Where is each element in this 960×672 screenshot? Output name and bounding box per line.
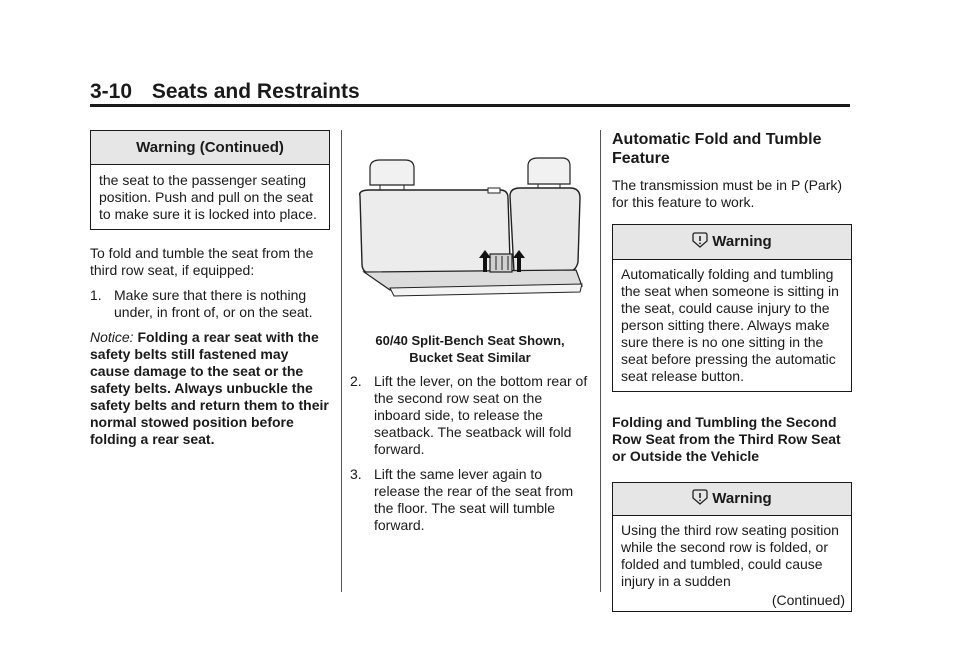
intro-paragraph: To fold and tumble the seat from the third row seat, if equipped:	[90, 245, 314, 278]
warning-title: Warning (Continued)	[91, 131, 329, 165]
warning-text: Automatically folding and tumbling the seat when someone is sitting in the seat, could cause injury to the person sitting there. Always make sure there is no one sitting in the seat before pressing the automatic seat release button.	[621, 266, 839, 384]
warning-box-continued	[90, 130, 330, 230]
list-item	[350, 373, 590, 458]
step-number: 3.	[350, 466, 362, 482]
step-text: Make sure that there is nothing under, in front of, or on the seat.	[114, 287, 313, 320]
column-3	[612, 130, 852, 612]
page-header	[90, 80, 360, 104]
continued-label: (Continued)	[771, 592, 845, 608]
notice-paragraph	[90, 329, 330, 448]
column-1	[90, 130, 330, 448]
subheading: Folding and Tumbling the Second Row Seat from the Third Row Seat or Outside the Vehicle	[612, 414, 841, 464]
caption-line-2: Bucket Seat Similar	[409, 350, 531, 365]
warning-title: Warning	[712, 490, 772, 507]
column-2	[350, 130, 590, 534]
split-bench-seat-image	[350, 130, 590, 330]
warning-icon	[692, 232, 708, 248]
page-number: 3-10	[90, 80, 133, 103]
seat-illustration	[350, 130, 590, 330]
warning-box-2	[612, 482, 852, 612]
notice-text: Folding a rear seat with the safety belts still fastened may cause damage to the seat or the safety belts. Always unbuckle the safety belts and return them to their normal stowed position before folding a rear seat.	[90, 329, 329, 447]
header-rule	[90, 104, 850, 107]
step-text: Lift the lever, on the bottom rear of the second row seat on the inboard side, to release the seatback. The seatback will fold forward.	[374, 373, 588, 457]
warning-title: Warning	[712, 233, 772, 250]
step-text: Lift the same lever again to release the rear of the seat from the floor. The seat will tumble forward.	[374, 466, 574, 533]
step-number: 1.	[90, 287, 102, 303]
steps-list-2	[350, 373, 590, 534]
steps-list-1	[90, 287, 330, 321]
warning-text: the seat to the passenger seating position. Push and pull on the seat to make sure it is locked into place.	[99, 172, 317, 222]
warning-text: Using the third row seating position while the second row is folded, or folded and tumbled, could cause injury in a sudden	[621, 522, 839, 589]
column-divider-2	[600, 130, 601, 592]
section-title: Seats and Restraints	[151, 80, 360, 103]
section-heading: Automatic Fold and Tumble Feature	[612, 131, 822, 167]
image-caption	[350, 332, 590, 366]
warning-header	[613, 483, 851, 516]
caption-line-1: 60/40 Split-Bench Seat Shown,	[375, 333, 565, 348]
list-item	[350, 466, 590, 534]
step-number: 2.	[350, 373, 362, 389]
intro-paragraph: The transmission must be in P (Park) for this feature to work.	[612, 177, 843, 210]
column-divider-1	[341, 130, 342, 592]
warning-box-1	[612, 224, 852, 392]
notice-label: Notice:	[90, 329, 134, 345]
warning-icon	[692, 489, 708, 505]
list-item	[90, 287, 330, 321]
warning-header	[613, 225, 851, 260]
